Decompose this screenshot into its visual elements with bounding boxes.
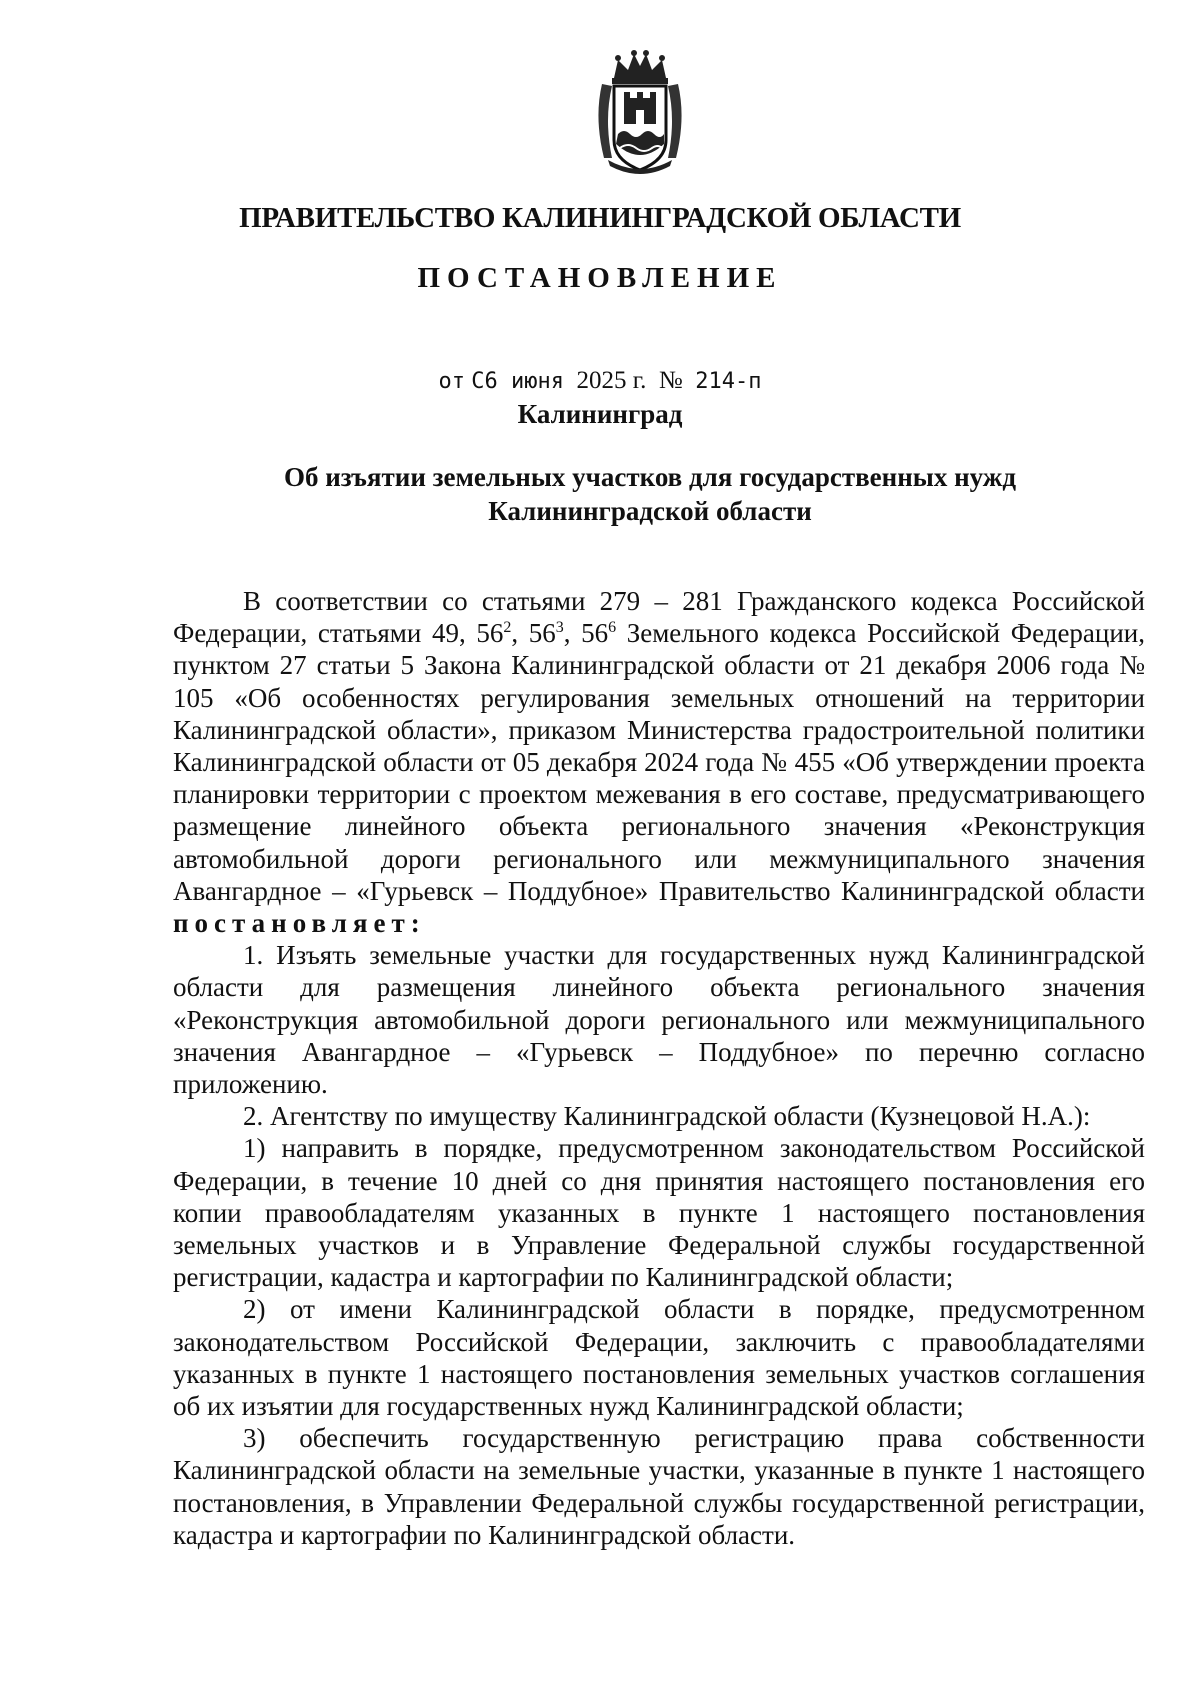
subject-line-2: Калининградской области <box>488 496 812 526</box>
superscript-1: 2 <box>503 619 512 637</box>
date-prefix: от <box>438 369 465 394</box>
preamble-text-4: Земельного кодекса Российской Федерации, пунктом 27 статьи 5 Закона Калининградской области от 21 декабря 2006 года № 105 «Об особенностях регулирования земельных отношений на территории Калининградской области», приказом Министерства градостроительной политики Калининградской области от 05 декабря 2024 года № 455 «Об утверждении проекта планировки территории с проектом межевания в его составе, предусматривающего размещение линейного объекта регионального значения «Реконструкция автомобильной дороги регионального или межмуниципального значения Авангардное – «Гурьевск – Поддубное» Правительство Калининградской области <box>173 618 1146 906</box>
document-subject <box>250 460 1050 528</box>
city-name: Калининград <box>517 399 683 429</box>
preamble-text-1: В соответствии со статьями 279 – 281 Гражданского кодекса Российской Федерации, статьями 49, 56 <box>173 586 1145 649</box>
item-2-1: 1) направить в порядке, предусмотренном законодательством Российской Федерации, в течение 10 дней со дня принятия настоящего постановления его копии правообладателям указанных в пункте 1 настоящего постановления земельных участков и в Управление Федеральной службы государственной регистрации, кадастра и картографии по Калининградской области; <box>173 1133 1145 1293</box>
number-sign: № <box>658 367 683 394</box>
item-2: 2. Агентству по имуществу Калининградской области (Кузнецовой Н.А.): <box>243 1101 1091 1132</box>
superscript-3: 6 <box>608 619 617 637</box>
document-number: 214-п <box>695 369 762 394</box>
document-body <box>173 585 1145 1551</box>
date-year: 2025 г. <box>576 367 647 394</box>
document-type: ПОСТАНОВЛЕНИЕ <box>417 262 783 294</box>
decree-word: постановляет: <box>173 908 426 939</box>
government-title: ПРАВИТЕЛЬСТВО КАЛИНИНГРАДСКОЙ ОБЛАСТИ <box>239 202 961 234</box>
superscript-2: 3 <box>555 619 564 637</box>
preamble-text-3: , 56 <box>563 618 609 649</box>
date-value: С6 июня <box>471 369 564 394</box>
item-1: 1. Изъять земельные участки для государственных нужд Калининградской области для размещения линейного объекта регионального значения «Реконструкция автомобильной дороги регионального или межмуниципального значения Авангардное – «Гурьевск – Поддубное» по перечню согласно приложению. <box>173 940 1145 1100</box>
preamble-paragraph <box>173 585 1145 939</box>
preamble-text-2: , 56 <box>511 618 556 649</box>
item-2-2: 2) от имени Калининградской области в порядке, предусмотренном законодательством Российской Федерации, заключить с правообладателями указанных в пункте 1 настоящего постановления земельных участков соглашения об их изъятии для государственных нужд Калининградской области; <box>173 1294 1145 1422</box>
item-2-3: 3) обеспечить государственную регистрацию права собственности Калининградской области на земельные участки, указанные в пункте 1 настоящего постановления, в Управлении Федеральной службы государственной регистрации, кадастра и картографии по Калининградской области. <box>173 1423 1145 1550</box>
coat-of-arms-icon <box>590 48 690 176</box>
date-number-line <box>0 367 1200 395</box>
subject-line-1: Об изъятии земельных участков для государственных нужд <box>283 462 1017 492</box>
